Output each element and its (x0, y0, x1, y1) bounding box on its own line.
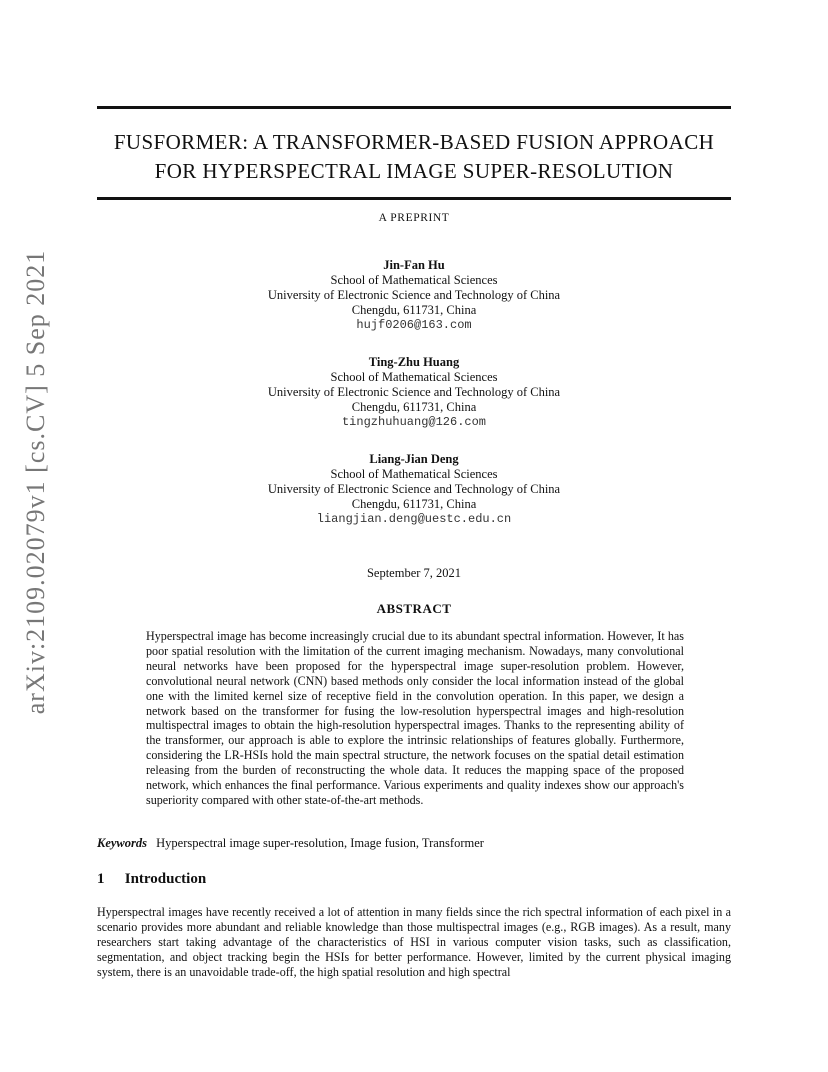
section-number: 1 (97, 871, 105, 887)
keywords-list: Hyperspectral image super-resolution, Image fusion, Transformer (156, 836, 484, 850)
author-email[interactable]: hujf0206@163.com (356, 318, 472, 332)
author-department: School of Mathematical Sciences (330, 273, 498, 287)
title-line-1: FUSFORMER: A TRANSFORMER-BASED FUSION APPROACH (113, 130, 715, 154)
author-university: University of Electronic Science and Technology of China (267, 288, 561, 302)
intro-paragraph: Hyperspectral images have recently received a lot of attention in many fields since the rich spectral information of each pixel in a scenario provides more abundant and reliable knowledge than those multispectral images (e.g., RGB images). As a result, many researchers start taking advantage of the characteristics of HSI in various computer vision tasks, such as classification, segmentation, and object tracking begin the HSIs for better performance. However, limited by the current physical imaging system, there is an unavoidable trade-off, the high spatial resolution and high spectral (97, 905, 731, 979)
author-name: Liang-Jian Deng (369, 452, 459, 466)
author-location: Chengdu, 611731, China (351, 497, 477, 511)
author-name: Ting-Zhu Huang (368, 355, 460, 369)
author-department: School of Mathematical Sciences (330, 370, 498, 384)
author-location: Chengdu, 611731, China (351, 400, 477, 414)
author-block (97, 452, 731, 527)
paper-date: September 7, 2021 (366, 566, 462, 580)
abstract-body: Hyperspectral image has become increasingly crucial due to its abundant spectral information. However, It has poor spatial resolution with the limitation of the current imaging mechanism. Nowadays, many convolutional neural networks have been proposed for the hyperspectral image super-resolution problem. However, convolutional neural network (CNN) based methods only consider the local information instead of the global one with the limited kernel size of receptive field in the convolution operation. In this paper, we design a network based on the transformer for fusing the low-resolution hyperspectral images and high-resolution multispectral images to obtain the high-resolution hyperspectral images. Thanks to the representing ability of the transformer, our approach is able to explore the intrinsic relationships of features globally. Furthermore, considering the LR-HSIs hold the main spectral structure, the network focuses on the spatial detail estimation releasing from the burden of reconstructing the whole data. It reduces the mapping space of the proposed network, which enhances the final performance. Various experiments and quality indexes show our approach's superiority compared with other state-of-the-art methods. (146, 629, 684, 807)
author-university: University of Electronic Science and Technology of China (267, 385, 561, 399)
title-line-2: FOR HYPERSPECTRAL IMAGE SUPER-RESOLUTION (154, 159, 674, 183)
keywords-label: Keywords (97, 836, 147, 850)
author-university: University of Electronic Science and Technology of China (267, 482, 561, 496)
author-location: Chengdu, 611731, China (351, 303, 477, 317)
author-name: Jin-Fan Hu (383, 258, 445, 272)
author-email[interactable]: tingzhuhuang@126.com (341, 415, 487, 429)
author-department: School of Mathematical Sciences (330, 467, 498, 481)
section-heading (97, 871, 731, 888)
abstract-heading: ABSTRACT (376, 601, 452, 616)
preprint-label: A PREPRINT (378, 212, 450, 224)
title-rule-bottom (97, 197, 731, 200)
author-block (97, 355, 731, 430)
arxiv-stamp-text: arXiv:2109.02079v1 [cs.CV] 5 Sep 2021 (21, 249, 50, 715)
keywords-line (97, 836, 731, 851)
author-block (97, 258, 731, 333)
title-rule-top (97, 106, 731, 109)
paper-title (97, 128, 731, 186)
section-title: Introduction (124, 871, 207, 887)
author-email[interactable]: liangjian.deng@uestc.edu.cn (316, 512, 512, 526)
